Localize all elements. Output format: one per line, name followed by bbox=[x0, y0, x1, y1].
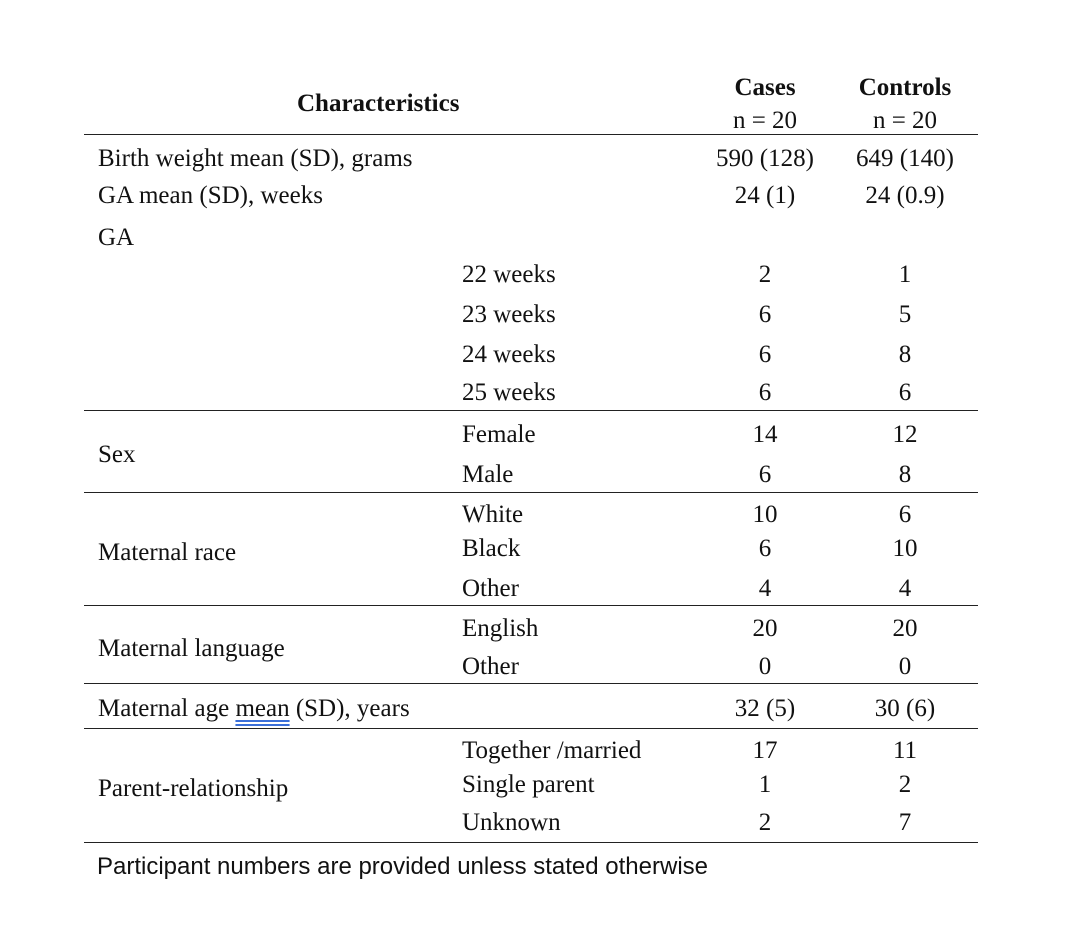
maternal-age-label-mean: mean bbox=[235, 695, 290, 722]
row-label-maternal-age bbox=[98, 696, 410, 721]
header-characteristics: Characteristics bbox=[297, 90, 460, 117]
cell-cases-maternal-age: 32 (5) bbox=[734, 695, 796, 722]
cell-cases-ga-24: 6 bbox=[758, 341, 772, 368]
sub-label-language-english: English bbox=[462, 615, 539, 642]
header-cases-n: n = 20 bbox=[732, 107, 798, 134]
row-label-parent-relationship: Parent-relationship bbox=[98, 775, 289, 802]
cell-cases-parent-single: 1 bbox=[758, 771, 772, 798]
rule-after-ga bbox=[84, 410, 978, 411]
cell-controls-birth-weight: 649 (140) bbox=[856, 145, 954, 172]
sub-label-ga-23: 23 weeks bbox=[462, 301, 556, 328]
sub-label-parent-single: Single parent bbox=[462, 771, 595, 798]
cell-controls-parent-unknown: 7 bbox=[898, 809, 912, 836]
header-rule bbox=[84, 134, 978, 135]
sub-label-parent-unknown: Unknown bbox=[462, 809, 561, 836]
cell-cases-ga-25: 6 bbox=[758, 379, 772, 406]
header-cases: Cases bbox=[734, 74, 796, 101]
rule-after-language bbox=[84, 683, 978, 684]
cell-controls-ga-23: 5 bbox=[898, 301, 912, 328]
cell-cases-sex-female: 14 bbox=[752, 421, 778, 448]
cell-controls-parent-single: 2 bbox=[898, 771, 912, 798]
cell-cases-language-english: 20 bbox=[752, 615, 778, 642]
cell-cases-parent-unknown: 2 bbox=[758, 809, 772, 836]
cell-controls-sex-male: 8 bbox=[898, 461, 912, 488]
cell-cases-ga-23: 6 bbox=[758, 301, 772, 328]
cell-controls-race-other: 4 bbox=[898, 575, 912, 602]
cell-cases-race-other: 4 bbox=[758, 575, 772, 602]
row-label-maternal-race: Maternal race bbox=[98, 539, 237, 566]
sub-label-sex-female: Female bbox=[462, 421, 536, 448]
cell-controls-maternal-age: 30 (6) bbox=[874, 695, 936, 722]
cell-controls-race-white: 6 bbox=[898, 501, 912, 528]
sub-label-sex-male: Male bbox=[462, 461, 514, 488]
cell-cases-ga-22: 2 bbox=[758, 261, 772, 288]
cell-cases-sex-male: 6 bbox=[758, 461, 772, 488]
sub-label-language-other: Other bbox=[462, 653, 519, 680]
cell-cases-birth-weight: 590 (128) bbox=[716, 145, 814, 172]
cell-cases-ga-mean: 24 (1) bbox=[734, 182, 796, 209]
cell-controls-race-black: 10 bbox=[892, 535, 918, 562]
sub-label-ga-25: 25 weeks bbox=[462, 379, 556, 406]
sub-label-race-white: White bbox=[462, 501, 524, 528]
sub-label-race-black: Black bbox=[462, 535, 521, 562]
cell-controls-ga-22: 1 bbox=[898, 261, 912, 288]
cell-controls-ga-24: 8 bbox=[898, 341, 912, 368]
cell-cases-race-white: 10 bbox=[752, 501, 778, 528]
cell-controls-ga-25: 6 bbox=[898, 379, 912, 406]
cell-cases-parent-married: 17 bbox=[752, 737, 778, 764]
rule-after-maternal-age bbox=[84, 728, 978, 729]
bottom-rule bbox=[84, 842, 978, 843]
maternal-age-label-pre: Maternal age bbox=[98, 695, 236, 722]
maternal-age-label-post: (SD), years bbox=[289, 695, 410, 722]
row-label-maternal-language: Maternal language bbox=[98, 635, 285, 662]
cell-cases-language-other: 0 bbox=[758, 653, 772, 680]
footnote: Participant numbers are provided unless stated otherwise bbox=[97, 853, 708, 880]
row-label-ga: GA bbox=[98, 224, 135, 251]
rule-after-sex bbox=[84, 492, 978, 493]
header-controls-n: n = 20 bbox=[872, 107, 938, 134]
sub-label-race-other: Other bbox=[462, 575, 519, 602]
cell-controls-language-other: 0 bbox=[898, 653, 912, 680]
header-controls: Controls bbox=[858, 74, 952, 101]
rule-after-race bbox=[84, 605, 978, 606]
cell-controls-sex-female: 12 bbox=[892, 421, 918, 448]
cell-controls-parent-married: 11 bbox=[892, 737, 918, 764]
cell-controls-language-english: 20 bbox=[892, 615, 918, 642]
row-label-ga-mean: GA mean (SD), weeks bbox=[98, 182, 323, 209]
row-label-birth-weight: Birth weight mean (SD), grams bbox=[98, 145, 413, 172]
cell-controls-ga-mean: 24 (0.9) bbox=[865, 182, 945, 209]
sub-label-ga-22: 22 weeks bbox=[462, 261, 556, 288]
sub-label-parent-married: Together /married bbox=[462, 737, 642, 764]
cell-cases-race-black: 6 bbox=[758, 535, 772, 562]
sub-label-ga-24: 24 weeks bbox=[462, 341, 556, 368]
row-label-sex: Sex bbox=[98, 441, 136, 468]
